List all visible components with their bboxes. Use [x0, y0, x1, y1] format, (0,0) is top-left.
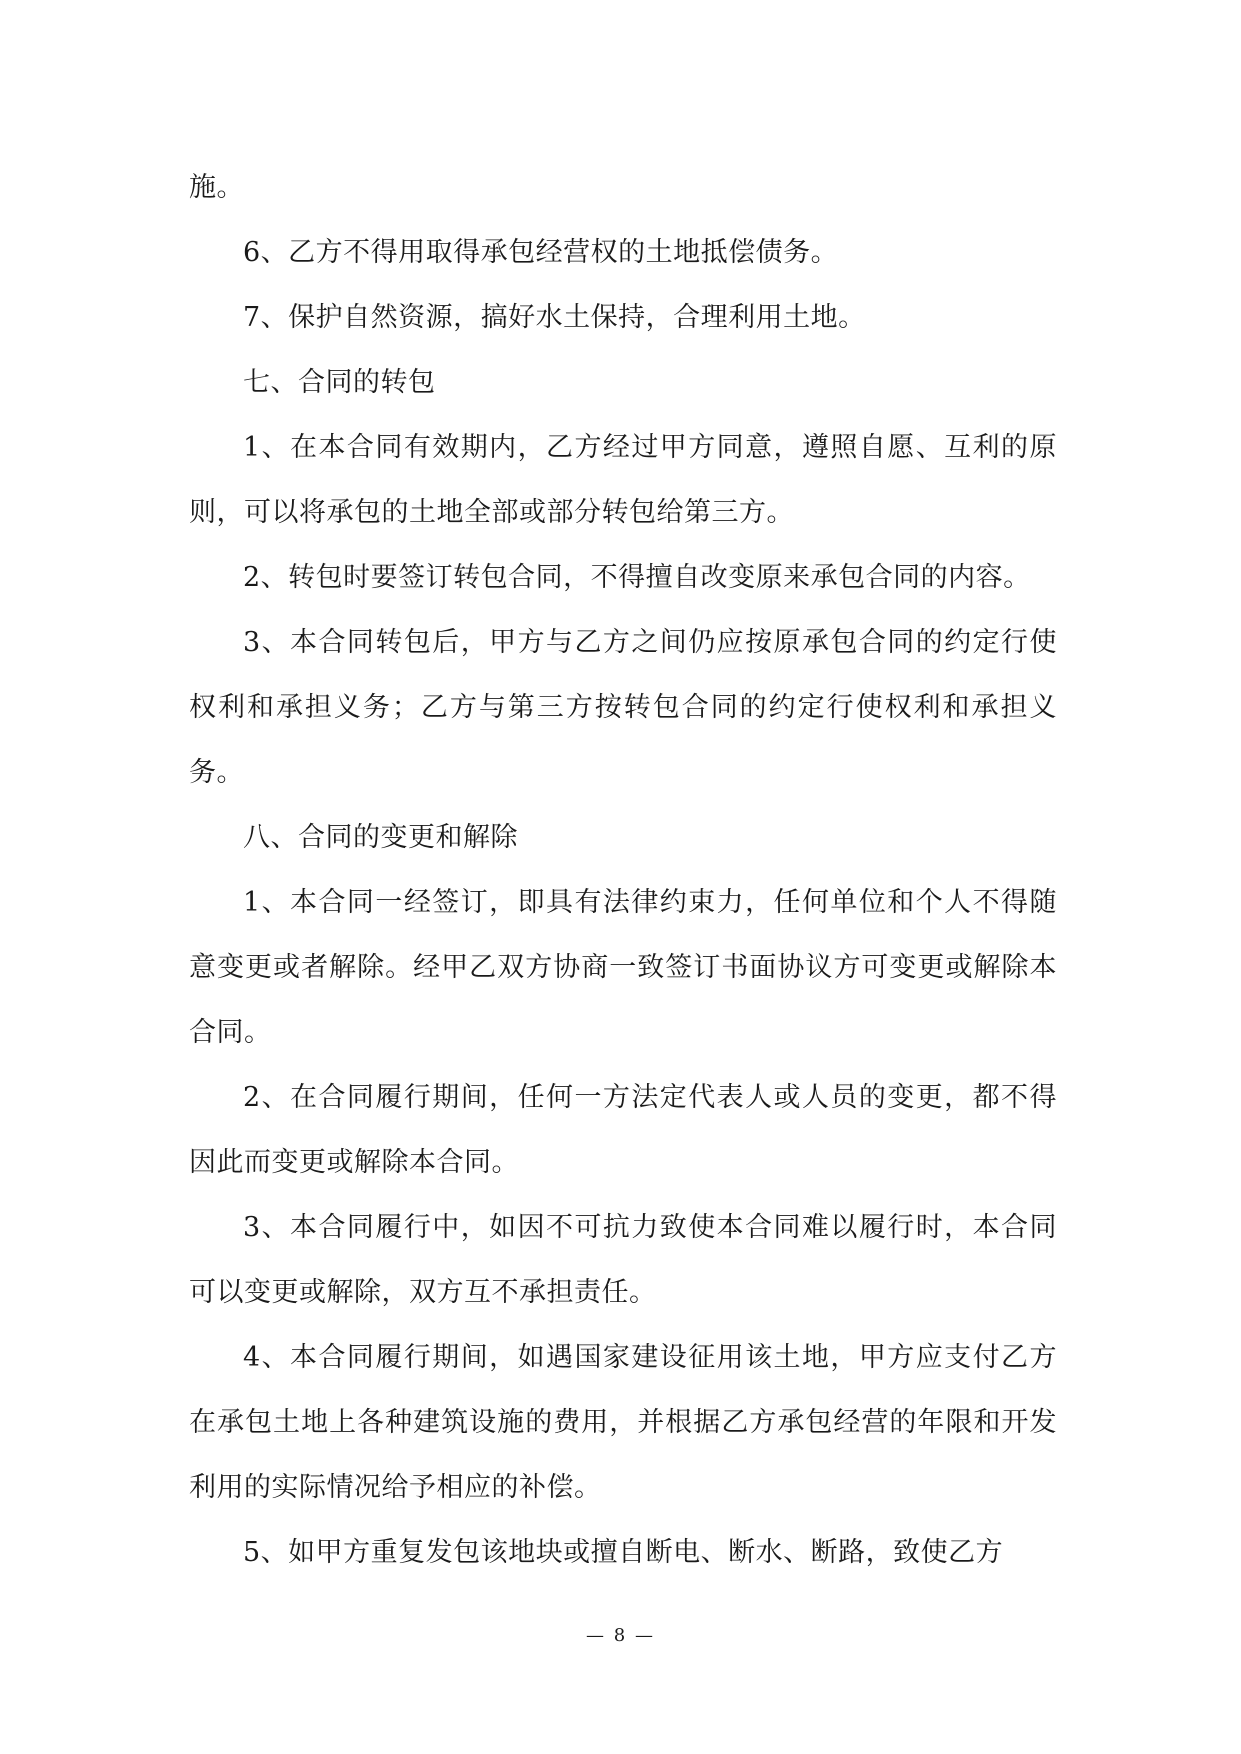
paragraph-change-1: 1、本合同一经签订，即具有法律约束力，任何单位和个人不得随意变更或者解除。经甲乙双方协商一致签订书面协议方可变更或解除本合同。 — [189, 887, 1057, 1048]
section-heading-8: 八、合同的变更和解除 — [243, 822, 518, 853]
paragraph-change-4: 4、本合同履行期间，如遇国家建设征用该土地，甲方应支付乙方在承包土地上各种建筑设施的费用，并根据乙方承包经营的年限和开发利用的实际情况给予相应的补偿。 — [189, 1342, 1057, 1503]
paragraph-clause-7: 7、保护自然资源，搞好水土保持，合理利用土地。 — [243, 302, 866, 333]
paragraph-subcontract-2: 2、转包时要签订转包合同，不得擅自改变原来承包合同的内容。 — [243, 562, 1031, 593]
page-number: — 8 — — [586, 1625, 655, 1646]
paragraph-clause-6: 6、乙方不得用取得承包经营权的土地抵偿债务。 — [243, 237, 839, 268]
paragraph-continuation: 施。 — [189, 172, 244, 203]
paragraph-subcontract-1: 1、在本合同有效期内，乙方经过甲方同意，遵照自愿、互利的原则，可以将承包的土地全部或部分转包给第三方。 — [189, 432, 1057, 528]
paragraph-change-2: 2、在合同履行期间，任何一方法定代表人或人员的变更，都不得因此而变更或解除本合同。 — [189, 1082, 1057, 1178]
section-heading-7: 七、合同的转包 — [243, 367, 436, 398]
body-text — [189, 155, 1057, 1585]
paragraph-subcontract-3: 3、本合同转包后，甲方与乙方之间仍应按原承包合同的约定行使权利和承担义务；乙方与第三方按转包合同的约定行使权利和承担义务。 — [189, 627, 1057, 788]
paragraph-change-3: 3、本合同履行中，如因不可抗力致使本合同难以履行时，本合同可以变更或解除，双方互不承担责任。 — [189, 1212, 1057, 1308]
paragraph-change-5: 5、如甲方重复发包该地块或擅自断电、断水、断路，致使乙方 — [243, 1537, 1004, 1568]
